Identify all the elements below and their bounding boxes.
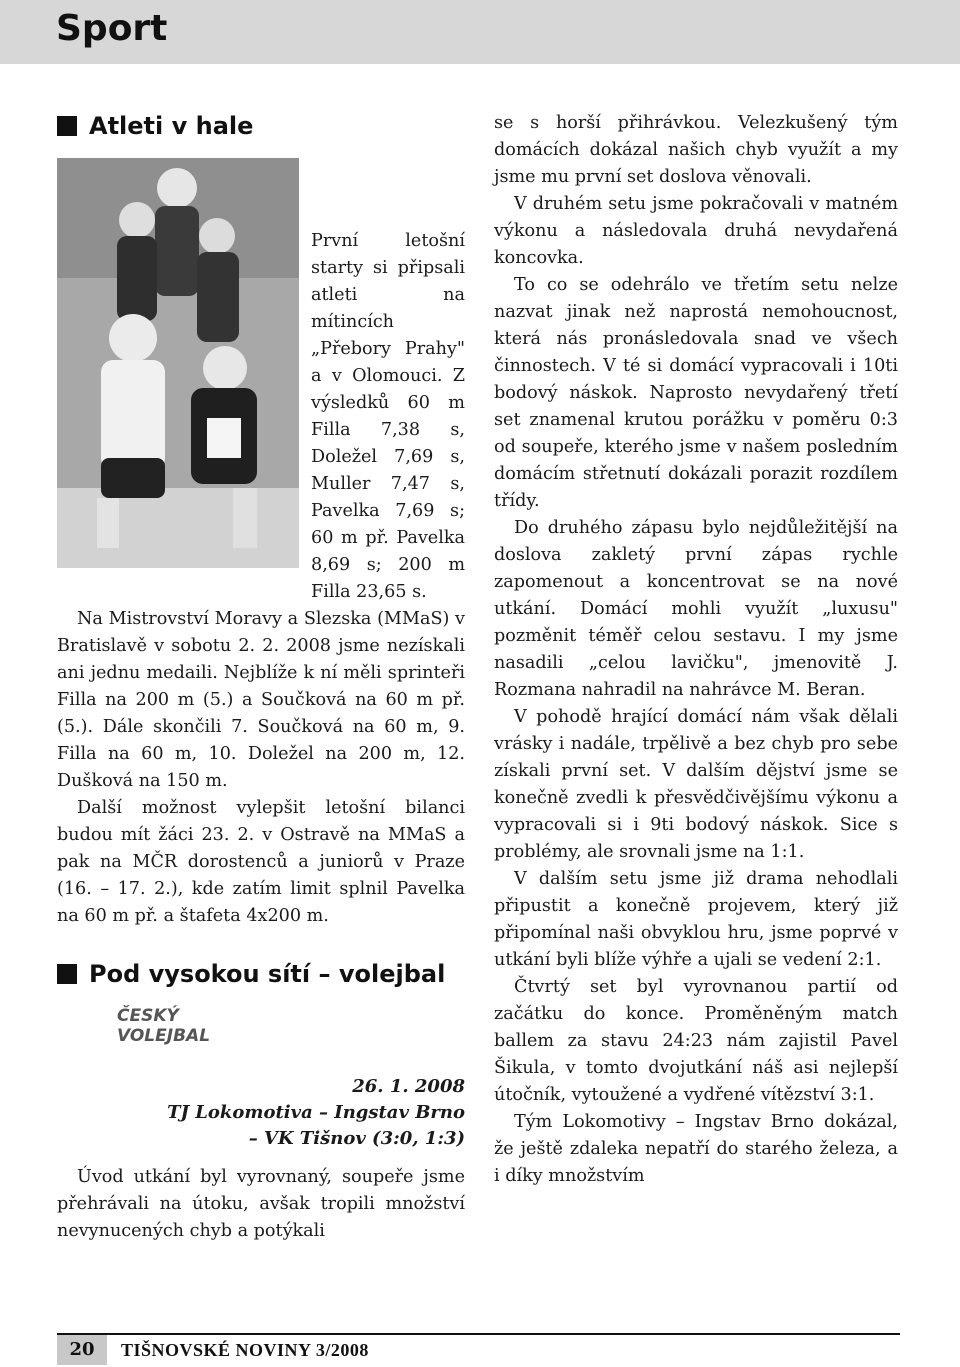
left-column <box>57 100 465 1245</box>
logo-line-1: ČESKÝ <box>117 1006 179 1026</box>
match-date: 26. 1. 2008 <box>352 1076 465 1097</box>
paragraph-right-4: Do druhého zápasu bylo nejdůležitější na doslova zakletý první zápas rychle zapomenout a koncentrovat se na nové utkání. Domácí mohli využít „luxusu" pozměnit téměř celou sestavu. I my jsme nasadili „celou lavičku", jmenovitě J. Rozmana nahradil na nahrávce M. Beran. <box>494 518 898 700</box>
paragraph-mmas-results: Na Mistrovství Moravy a Slezska (MMaS) v Bratislavě v sobotu 2. 2. 2008 jsme nezískali ani jednu medaili. Nejblíže k ní měli sprinteři Filla na 200 m (5.) a Součková na 60 m př. (5.). Dále skončili 7. Součková na 60 m, 9. Filla na 60 m, 10. Doležel na 200 m, 12. Dušková na 150 m. <box>57 609 465 791</box>
section-heading-athletics <box>57 112 465 140</box>
athletes-photo <box>57 158 299 568</box>
paragraph-right-8: Tým Lokomotivy – Ingstav Brno dokázal, že ještě zdaleka nepatří do starého železa, a i díky množstvím <box>494 1112 898 1186</box>
section-heading-text: Pod vysokou sítí – volejbal <box>89 960 446 988</box>
right-column <box>494 110 898 1190</box>
athletes-photo-illustration <box>57 158 299 568</box>
paragraph-right-3: To co se odehrálo ve třetím setu nelze nazvat jinak než naprostá nemohoucnost, která nás pronásledovala snad ve všech činnostech. V té si domácí vypracovali i 10ti bodový náskok. Naprosto nevydařený třetí set znamenal krutou porážku v poměru 0:3 od soupeře, kterého jsme v našem posledním domácím střetnutí dokázali porazit rozdílem třídy. <box>494 275 898 511</box>
section-heading-volleyball <box>57 960 465 988</box>
cesky-volejbal-logo <box>117 1006 287 1076</box>
paragraph-right-1: se s horší přihrávkou. Velezkušený tým domácích dokázal našich chyb využít a my jsme mu první set doslova věnovali. <box>494 113 898 187</box>
photo-row <box>57 158 465 606</box>
paragraph-right-5: V pohodě hrající domácí nám však dělali vrásky i nadále, trpělivě a bez chyb pro sebe získali první set. V dalším dějství jsme se konečně zvedli k přesvědčivějšímu výkonu a vypracovali si i 9ti bodový náskok. Sice s problémy, ale srovnali jsme na 1:1. <box>494 707 898 862</box>
section-heading-text: Atleti v hale <box>89 112 254 140</box>
paragraph-right-6: V dalším setu jsme již drama nehodlali připustit a konečně projevem, který již připomínal naši obvyklou hru, jsme poprvé v utkání byli blíže výhře a ujali se vedení 2:1. <box>494 869 898 970</box>
page-section-title: Sport <box>56 8 168 49</box>
match-teams: TJ Lokomotiva – Ingstav Brno <box>167 1102 465 1123</box>
match-info <box>57 1074 465 1152</box>
paragraph-right-2: V druhém setu jsme pokračovali v matném výkonu a následovala druhá nevydařená koncovka. <box>494 194 898 268</box>
page-footer <box>57 1333 900 1365</box>
paragraph-match-intro: Úvod utkání byl vyrovnaný, soupeře jsme přehrávali na útoku, avšak tropili množství nevynucených chyb a potýkali <box>57 1167 465 1241</box>
bullet-square-icon <box>57 116 77 136</box>
match-result: – VK Tišnov (3:0, 1:3) <box>248 1128 465 1149</box>
publication-title: TIŠNOVSKÉ NOVINY 3/2008 <box>121 1339 369 1360</box>
bullet-square-icon <box>57 964 77 984</box>
paragraph-future-competitions: Další možnost vylepšit letošní bilanci budou mít žáci 23. 2. v Ostravě na MMaS a pak na MČR dorostenců a juniorů v Praze (16. – 17. 2.), kde zatím limit splnil Pavelka na 60 m př. a štafeta 4x200 m. <box>57 798 465 926</box>
photo-side-text <box>311 228 465 606</box>
paragraph-right-7: Čtvrtý set byl vyrovnanou partií od začátku do konce. Proměněným match ballem za stavu 24:23 nám zajistil Pavel Šikula, v tomto dvojutkání náš asi nejlepší útočník, vytoužené a vydřené vítězství 3:1. <box>494 977 898 1105</box>
logo-line-2: VOLEJBAL <box>117 1026 211 1046</box>
page-number: 20 <box>57 1335 107 1365</box>
paragraph-first-starts: První letošní starty si připsali atleti na mítincích „Přebory Prahy" a v Olomouci. Z výsledků 60 m Filla 7,38 s, Doležel 7,69 s, Muller 7,47 s, Pavelka 7,69 s; 60 m př. Pavelka 8,69 s; 200 m Filla 23,65 s. <box>311 231 465 602</box>
